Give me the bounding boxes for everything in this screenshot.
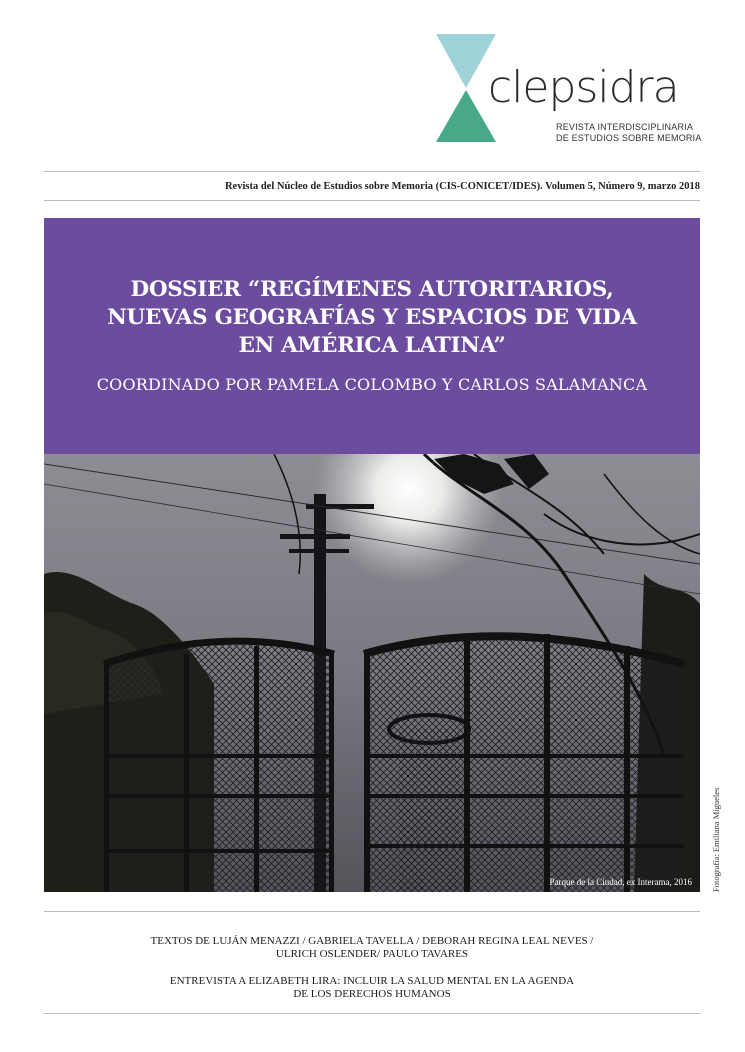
park-ruins-image [44, 454, 700, 892]
divider [44, 171, 700, 172]
divider [44, 1013, 700, 1014]
dossier-banner [44, 218, 700, 454]
photo-caption: Parque de la Ciudad, ex Interama, 2016 [549, 877, 692, 887]
cover-photo [44, 454, 700, 892]
photo-credit: Fotografía: Emiliana Mígueles [711, 787, 721, 892]
issue-info: Revista del Núcleo de Estudios sobre Memoria (CIS-CONICET/IDES). Volumen 5, Número 9, marzo 2018 [224, 181, 700, 192]
journal-logo [436, 34, 706, 146]
divider [44, 200, 700, 201]
authors-list: TEXTOS DE LUJÁN MENAZZI / GABRIELA TAVELLA / DEBORAH REGINA LEAL NEVES / ULRICH OSLENDER/ PAULO TAVARES [150, 935, 594, 960]
dossier-title: DOSSIER “REGÍMENES AUTORITARIOS, NUEVAS GEOGRAFÍAS Y ESPACIOS DE VIDA EN AMÉRICA LATINA” [107, 277, 637, 358]
divider [44, 911, 700, 912]
logo-wordmark: clepsidra [488, 62, 679, 113]
logo-subtitle: REVISTA INTERDISCIPLINARIA DE ESTUDIOS SOBRE MEMORIA [556, 122, 702, 143]
dossier-coordinators: COORDINADO POR PAMELA COLOMBO Y CARLOS SALAMANCA [96, 375, 648, 394]
interview-title: ENTREVISTA A ELIZABETH LIRA: INCLUIR LA SALUD MENTAL EN LA AGENDA DE LOS DERECHOS HUMANOS [169, 975, 575, 1000]
